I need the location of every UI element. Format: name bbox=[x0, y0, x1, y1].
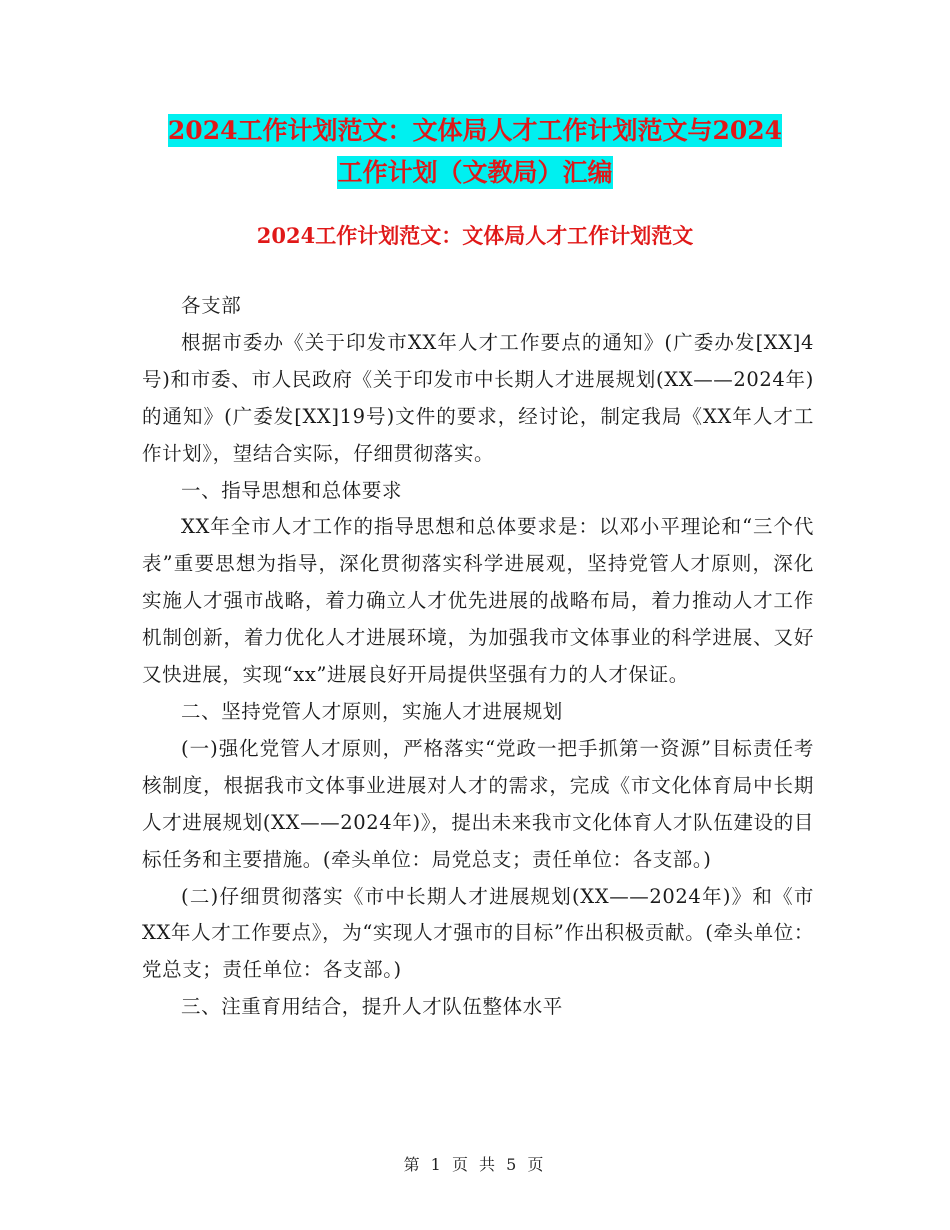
section-heading: 二、坚持党管人才原则，实施人才进展规划 bbox=[181, 699, 563, 723]
body-paragraph: (一)强化党管人才原则，严格落实“党政一把手抓第一资源”目标责任考核制度，根据我市文体事业进展对人才的需求，完成《市文化体育局中长期人才进展规划(XX——2024年)》，提出未来我市文化体育人才队伍建设的目标任务和主要措施。(牵头单位：局党总支；责任单位：各支部。) bbox=[142, 736, 814, 871]
section-heading: 一、指导思想和总体要求 bbox=[181, 478, 403, 502]
page-footer: 第 1 页 共 5 页 bbox=[403, 1155, 547, 1174]
body-paragraph: 根据市委办《关于印发市XX年人才工作要点的通知》(广委办发[XX]4号)和市委、市人民政府《关于印发市中长期人才进展规划(XX——2024年)的通知》(广委发[XX]19号)文件的要求，经讨论，制定我局《XX年人才工作计划》，望结合实际，仔细贯彻落实。 bbox=[142, 330, 814, 465]
section-heading: 三、注重育用结合，提升人才队伍整体水平 bbox=[181, 995, 563, 1019]
document-title-line-1 bbox=[0, 108, 950, 154]
document-title-line-2 bbox=[0, 150, 950, 196]
document-body bbox=[142, 288, 814, 1026]
title-highlight-2: 工作计划（文教局）汇编 bbox=[337, 158, 613, 187]
body-paragraph: (二)仔细贯彻落实《市中长期人才进展规划(XX——2024年)》和《市XX年人才工作要点》，为“实现人才强市的目标”作出积极贡献。(牵头单位：党总支；责任单位：各支部。) bbox=[142, 884, 814, 982]
section-title: 2024工作计划范文：文体局人才工作计划范文 bbox=[256, 223, 694, 248]
salutation: 各支部 bbox=[181, 294, 242, 317]
body-paragraph: XX年全市人才工作的指导思想和总体要求是：以邓小平理论和“三个代表”重要思想为指导，深化贯彻落实科学进展观，坚持党管人才原则，深化实施人才强市战略，着力确立人才优先进展的战略布局，着力推动人才工作机制创新，着力优化人才进展环境，为加强我市文体事业的科学进展、又好又快进展，实现“xx”进展良好开局提供坚强有力的人才保证。 bbox=[142, 515, 814, 687]
title-highlight-1: 2024工作计划范文：文体局人才工作计划范文与2024 bbox=[167, 116, 783, 145]
